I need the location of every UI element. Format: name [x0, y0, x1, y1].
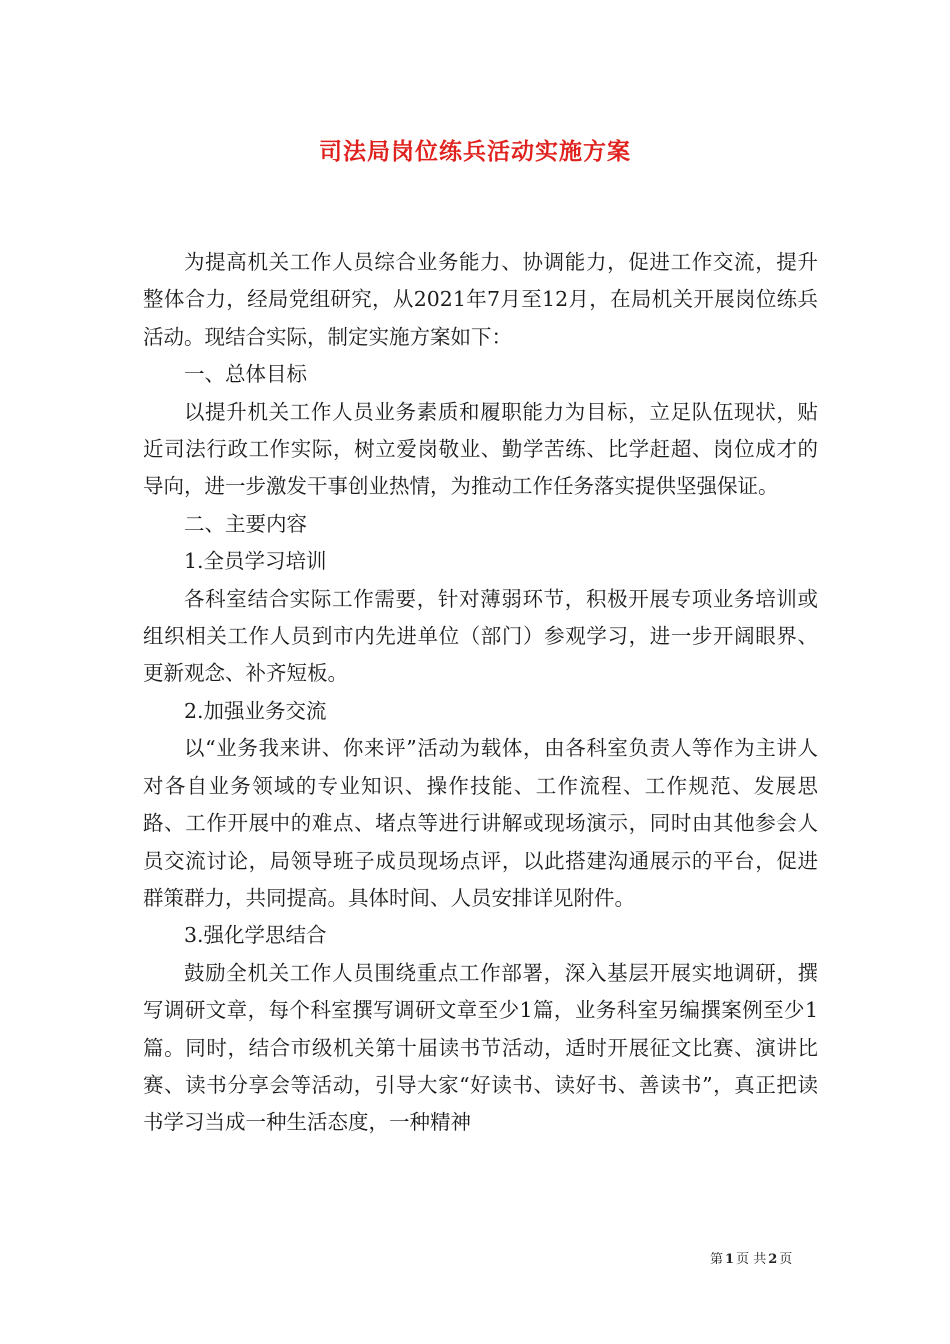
total-pages-number: 2 — [768, 1252, 778, 1267]
exchange-paragraph: 以“业务我来讲、你来评”活动为载体，由各科室负责人等作为主讲人对各自业务领域的专业知识、操作技能、工作流程、工作规范、发展思路、工作开展中的难点、堵点等进行讲解或现场演示，同时由其他参会人员交流讨论，局领导班子成员现场点评，以此搭建沟通展示的平台，促进群策群力，共同提高。具体时间、人员安排详见附件。 — [143, 736, 818, 910]
page-middle: 页 共 — [736, 1252, 767, 1267]
subheading-study: 3.强化学思结合 — [184, 923, 327, 948]
page-suffix: 页 — [779, 1252, 793, 1267]
training-paragraph: 各科室结合实际工作需要，针对薄弱环节，积极开展专项业务培训或组织相关工作人员到市内先进单位（部门）参观学习，进一步开阔眼界、更新观念、补齐短板。 — [143, 586, 818, 686]
current-page-number: 1 — [725, 1252, 735, 1267]
page-number — [710, 1248, 792, 1267]
subheading-exchange: 2.加强业务交流 — [184, 698, 327, 723]
section-heading-goals: 一、总体目标 — [184, 362, 307, 387]
page-title: 司法局岗位练兵活动实施方案 — [319, 139, 631, 165]
intro-paragraph: 为提高机关工作人员综合业务能力、协调能力，促进工作交流，提升整体合力，经局党组研究，从2021年7月至12月，在局机关开展岗位练兵活动。现结合实际，制定实施方案如下： — [143, 250, 818, 349]
study-paragraph: 鼓励全机关工作人员围绕重点工作部署，深入基层开展实地调研，撰写调研文章，每个科室撰写调研文章至少1篇，业务科室另编撰案例至少1篇。同时，结合市级机关第十届读书节活动，适时开展征文比赛、演讲比赛、读书分享会等活动，引导大家“好读书、读好书、善读书”，真正把读书学习当成一种生活态度，一种精神 — [143, 960, 818, 1135]
section-heading-content: 二、主要内容 — [184, 511, 307, 536]
document-body — [143, 244, 818, 1142]
subheading-training: 1.全员学习培训 — [184, 549, 327, 574]
page-prefix: 第 — [710, 1252, 724, 1267]
goals-paragraph: 以提升机关工作人员业务素质和履职能力为目标，立足队伍现状，贴近司法行政工作实际，树立爱岗敬业、勤学苦练、比学赶超、岗位成才的导向，进一步激发干事创业热情，为推动工作任务落实提供坚强保证。 — [143, 399, 818, 499]
